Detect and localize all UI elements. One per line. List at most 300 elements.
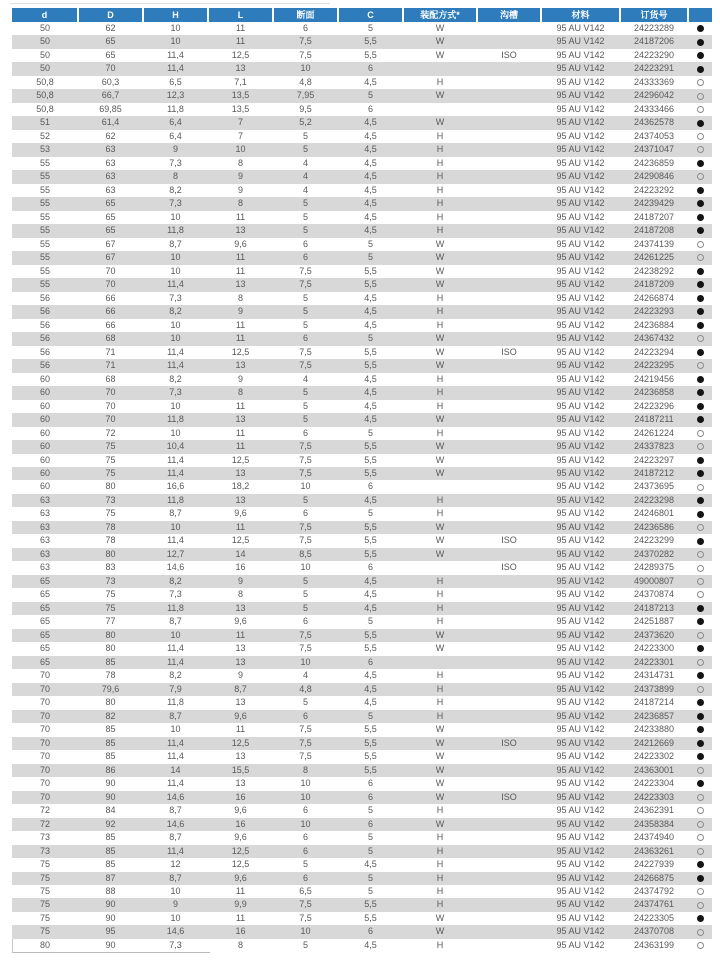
table-cell-section: 5 — [302, 198, 308, 209]
availability-cell — [688, 507, 712, 520]
table-cell-H: 10 — [170, 252, 181, 263]
table-cell-D: 72 — [105, 427, 116, 438]
table-cell-C: 5 — [367, 886, 373, 896]
table-cell-H: 8,7 — [169, 508, 182, 519]
availability-cell — [688, 116, 712, 129]
table-cell-section: 7,5 — [299, 751, 312, 762]
availability-cell — [688, 292, 712, 305]
table-cell-groove — [477, 386, 541, 399]
table-cell-C: 5 — [367, 238, 373, 249]
table-cell-d: 72 — [39, 805, 50, 816]
table-cell-section: 5 — [302, 319, 308, 330]
table-cell-L: 13 — [235, 778, 246, 789]
stock-filled-dot-icon — [697, 349, 704, 356]
table-cell-D: 78 — [105, 670, 116, 681]
table-cell-D: 73 — [105, 575, 116, 586]
table-cell-L: 12,5 — [231, 454, 250, 465]
stock-filled-dot-icon — [697, 214, 704, 221]
table-cell-d: 65 — [39, 602, 50, 613]
table-cell-d: 75 — [39, 912, 50, 923]
table-cell-mounting: H — [436, 939, 444, 950]
stock-filled-dot-icon — [697, 753, 704, 760]
table-cell-mounting: H — [436, 198, 444, 209]
table-cell-D: 63 — [105, 171, 116, 182]
table-cell-groove — [477, 925, 541, 938]
table-cell-mounting: H — [436, 157, 444, 168]
stock-open-dot-icon — [697, 565, 704, 572]
table-cell-d: 55 — [39, 265, 50, 276]
table-cell-D: 85 — [105, 737, 116, 748]
stock-open-dot-icon — [697, 430, 704, 437]
table-cell-L: 12,5 — [231, 535, 250, 546]
table-cell-material: 95 AU V142 — [556, 427, 605, 438]
table-cell-order-number: 24362391 — [633, 805, 675, 816]
table-cell-mounting: W — [435, 360, 445, 371]
table-cell-order-number: 24187214 — [633, 697, 675, 708]
table-cell-L: 12,5 — [231, 737, 250, 748]
table-cell-mounting: W — [435, 279, 445, 290]
table-cell-H: 7,3 — [169, 157, 182, 168]
column-header-H: H — [143, 8, 208, 22]
table-cell-order-number: 24223299 — [633, 535, 675, 546]
table-cell-section: 10 — [300, 481, 311, 492]
table-cell-material: 95 AU V142 — [556, 926, 605, 937]
table-cell-H: 10 — [170, 23, 181, 33]
table-cell-C: 5 — [367, 872, 373, 883]
table-cell-section: 6 — [302, 23, 308, 33]
stock-open-dot-icon — [697, 173, 704, 180]
table-cell-L: 11 — [235, 252, 246, 263]
table-cell-groove — [477, 629, 541, 642]
table-cell-section: 7,5 — [299, 441, 312, 452]
stock-open-dot-icon — [697, 524, 704, 531]
table-cell-order-number: 24187213 — [633, 602, 675, 613]
table-cell-section: 7,5 — [299, 49, 312, 60]
table-header-row — [12, 8, 712, 22]
table-cell-mounting — [403, 561, 477, 574]
table-cell-material: 95 AU V142 — [556, 373, 605, 384]
table-cell-mounting: H — [436, 292, 444, 303]
stock-filled-dot-icon — [697, 39, 704, 46]
table-cell-mounting: H — [436, 76, 444, 87]
table-cell-D: 85 — [105, 845, 116, 856]
table-cell-H: 7,9 — [169, 683, 182, 694]
table-cell-mounting: W — [435, 778, 445, 789]
table-cell-order-number: 24223295 — [633, 360, 675, 371]
column-header-d: d — [12, 8, 78, 22]
table-cell-d: 60 — [39, 414, 50, 425]
table-row — [12, 534, 712, 547]
table-cell-mounting: W — [435, 724, 445, 735]
table-cell-groove — [477, 319, 541, 332]
table-cell-groove — [477, 211, 541, 224]
table-cell-C: 5 — [367, 333, 373, 344]
table-cell-section: 8 — [302, 764, 308, 775]
table-cell-L: 11 — [235, 333, 246, 344]
table-cell-mounting: H — [436, 319, 444, 330]
table-cell-mounting: W — [435, 751, 445, 762]
product-spec-table — [12, 8, 712, 952]
table-cell-H: 8,2 — [169, 373, 182, 384]
table-cell-section: 5 — [302, 575, 308, 586]
table-cell-material: 95 AU V142 — [556, 575, 605, 586]
table-cell-material: 95 AU V142 — [556, 306, 605, 317]
table-cell-d: 50,8 — [36, 103, 54, 114]
table-row — [12, 831, 712, 844]
table-cell-L: 8 — [237, 939, 243, 950]
table-row — [12, 89, 712, 102]
table-cell-D: 85 — [105, 832, 116, 843]
table-cell-H: 10 — [170, 427, 181, 438]
table-cell-groove: ISO — [501, 737, 517, 748]
table-cell-C: 4,5 — [364, 184, 377, 195]
availability-cell — [688, 939, 712, 952]
table-cell-material: 95 AU V142 — [556, 859, 605, 870]
availability-cell — [688, 76, 712, 89]
table-cell-L: 11 — [235, 724, 246, 735]
table-cell-D: 87 — [105, 872, 116, 883]
availability-cell — [688, 521, 712, 534]
table-cell-order-number: 24187208 — [633, 225, 675, 236]
table-row — [12, 170, 712, 183]
table-cell-L: 8 — [237, 198, 243, 209]
table-cell-D: 67 — [105, 252, 116, 263]
table-cell-material: 95 AU V142 — [556, 751, 605, 762]
table-cell-D: 69,85 — [99, 103, 122, 114]
column-header-groove: 沟槽 — [477, 8, 541, 22]
table-cell-section: 6 — [302, 710, 308, 721]
table-cell-groove — [477, 683, 541, 696]
table-cell-C: 4,5 — [364, 171, 377, 182]
table-row — [12, 346, 712, 359]
table-cell-mounting — [403, 62, 477, 75]
table-cell-C: 5,5 — [364, 49, 377, 60]
table-cell-mounting: W — [435, 454, 445, 465]
table-cell-C: 5,5 — [364, 454, 377, 465]
table-cell-order-number: 24187206 — [633, 36, 675, 47]
table-cell-C: 5,5 — [364, 467, 377, 478]
table-cell-d: 65 — [39, 656, 50, 667]
table-row — [12, 278, 712, 291]
stock-filled-dot-icon — [697, 308, 704, 315]
table-cell-section: 6 — [302, 333, 308, 344]
table-cell-mounting: W — [435, 333, 445, 344]
table-cell-d: 50 — [39, 49, 50, 60]
table-cell-d: 50 — [39, 36, 50, 47]
table-cell-L: 11 — [235, 886, 246, 896]
table-cell-groove — [477, 22, 541, 35]
table-row — [12, 615, 712, 628]
table-cell-order-number: 24289375 — [633, 562, 675, 573]
table-cell-D: 75 — [105, 602, 116, 613]
table-cell-material: 95 AU V142 — [556, 184, 605, 195]
table-cell-C: 4,5 — [364, 306, 377, 317]
table-row — [12, 750, 712, 763]
table-cell-H: 11,4 — [167, 467, 184, 478]
availability-cell — [688, 750, 712, 763]
table-cell-material: 95 AU V142 — [556, 494, 605, 505]
table-cell-d: 75 — [39, 872, 50, 883]
table-cell-D: 65 — [105, 211, 116, 222]
stock-open-dot-icon — [697, 591, 704, 598]
table-cell-order-number: 24233880 — [633, 724, 675, 735]
column-header-D: D — [78, 8, 143, 22]
table-cell-D: 80 — [105, 481, 116, 492]
table-cell-section: 10 — [300, 656, 311, 667]
table-row — [12, 454, 712, 467]
table-cell-groove — [477, 912, 541, 925]
table-cell-d: 63 — [39, 508, 50, 519]
table-cell-material: 95 AU V142 — [556, 117, 605, 128]
table-cell-section: 7,5 — [299, 899, 312, 910]
stock-open-dot-icon — [697, 848, 704, 855]
table-cell-L: 13 — [235, 643, 246, 654]
table-cell-d: 65 — [39, 616, 50, 627]
table-cell-L: 13,5 — [231, 90, 250, 101]
table-cell-H: 11,8 — [167, 602, 184, 613]
table-cell-H: 11,8 — [167, 225, 184, 236]
table-cell-D: 70 — [105, 400, 116, 411]
table-row — [12, 898, 712, 911]
table-cell-d: 73 — [39, 832, 50, 843]
table-cell-order-number: 24227939 — [633, 859, 675, 870]
table-cell-groove — [477, 103, 541, 116]
table-cell-mounting: H — [436, 184, 444, 195]
table-cell-d: 72 — [39, 818, 50, 829]
table-cell-material: 95 AU V142 — [556, 939, 605, 950]
cropped-next-section — [12, 939, 210, 953]
table-cell-section: 7,5 — [299, 912, 312, 923]
table-cell-H: 7,3 — [169, 387, 182, 398]
table-cell-C: 5 — [367, 616, 373, 627]
table-cell-section: 10 — [300, 818, 311, 829]
table-cell-mounting: H — [436, 872, 444, 883]
table-row — [12, 319, 712, 332]
stock-filled-dot-icon — [697, 645, 704, 652]
table-cell-H: 6,5 — [169, 76, 182, 87]
table-cell-order-number: 24238292 — [633, 265, 675, 276]
table-cell-mounting: H — [436, 508, 444, 519]
table-cell-mounting: W — [435, 791, 445, 802]
table-cell-D: 80 — [105, 548, 116, 559]
table-cell-mounting: W — [435, 926, 445, 937]
table-cell-section: 5 — [302, 130, 308, 141]
table-cell-groove — [477, 575, 541, 588]
table-cell-L: 12,5 — [231, 845, 250, 856]
availability-cell — [688, 440, 712, 453]
availability-cell — [688, 359, 712, 372]
table-cell-order-number: 24373620 — [633, 629, 675, 640]
table-cell-H: 8,7 — [169, 832, 182, 843]
table-cell-d: 63 — [39, 535, 50, 546]
table-cell-D: 80 — [105, 629, 116, 640]
table-row — [12, 157, 712, 170]
stock-filled-dot-icon — [697, 672, 704, 679]
table-cell-groove — [477, 170, 541, 183]
table-cell-section: 5 — [302, 859, 308, 870]
table-cell-H: 14,6 — [166, 791, 185, 802]
availability-cell — [688, 197, 712, 210]
availability-cell — [688, 737, 712, 750]
table-cell-d: 70 — [39, 737, 50, 748]
table-cell-C: 4,5 — [364, 670, 377, 681]
stock-open-dot-icon — [697, 484, 704, 491]
table-cell-d: 75 — [39, 899, 50, 910]
table-cell-D: 70 — [105, 63, 116, 74]
table-cell-C: 5 — [367, 427, 373, 438]
table-row — [12, 116, 712, 129]
table-cell-material: 95 AU V142 — [556, 103, 605, 114]
table-cell-material: 95 AU V142 — [556, 225, 605, 236]
table-row — [12, 76, 712, 89]
table-cell-H: 9 — [172, 899, 178, 910]
table-cell-order-number: 24373695 — [633, 481, 675, 492]
table-cell-L: 13 — [235, 751, 246, 762]
table-cell-H: 9 — [172, 144, 178, 155]
stock-filled-dot-icon — [697, 740, 704, 747]
table-cell-order-number: 24236586 — [633, 521, 675, 532]
table-cell-order-number: 24374139 — [633, 238, 675, 249]
table-cell-d: 63 — [39, 562, 50, 573]
table-cell-groove — [477, 400, 541, 413]
table-cell-order-number: 24363199 — [633, 939, 675, 950]
table-cell-L: 13,5 — [231, 103, 250, 114]
table-cell-D: 85 — [105, 724, 116, 735]
table-cell-D: 73 — [105, 494, 116, 505]
table-cell-groove — [477, 656, 541, 669]
stock-filled-dot-icon — [697, 281, 704, 288]
column-header-L: L — [208, 8, 273, 22]
table-cell-mounting: W — [435, 346, 445, 357]
table-cell-groove: ISO — [501, 562, 517, 573]
table-cell-d: 56 — [39, 292, 50, 303]
table-cell-d: 65 — [39, 589, 50, 600]
table-cell-d: 70 — [39, 791, 50, 802]
table-cell-C: 4,5 — [364, 939, 377, 950]
table-cell-C: 4,5 — [364, 157, 377, 168]
top-divider — [10, 3, 330, 4]
table-cell-order-number: 24358384 — [633, 818, 675, 829]
table-cell-material: 95 AU V142 — [556, 899, 605, 910]
stock-open-dot-icon — [697, 443, 704, 450]
table-cell-D: 84 — [105, 805, 116, 816]
table-cell-mounting: W — [435, 629, 445, 640]
table-cell-C: 5,5 — [364, 643, 377, 654]
table-cell-groove — [477, 804, 541, 817]
table-cell-section: 9,5 — [299, 103, 312, 114]
table-cell-d: 60 — [39, 467, 50, 478]
column-header-mounting: 装配方式* — [403, 8, 477, 22]
availability-cell — [688, 211, 712, 224]
stock-filled-dot-icon — [697, 268, 704, 275]
table-cell-C: 5,5 — [364, 521, 377, 532]
table-cell-d: 73 — [39, 845, 50, 856]
table-cell-order-number: 24370708 — [633, 926, 675, 937]
availability-cell — [688, 89, 712, 102]
table-cell-H: 11,4 — [167, 656, 184, 667]
table-cell-groove — [477, 454, 541, 467]
table-cell-C: 4,5 — [364, 414, 377, 425]
table-cell-L: 13 — [235, 63, 246, 74]
table-cell-order-number: 24223300 — [633, 643, 675, 654]
table-row — [12, 912, 712, 925]
table-cell-groove — [477, 642, 541, 655]
table-cell-H: 6,4 — [169, 130, 182, 141]
table-cell-groove — [477, 521, 541, 534]
table-cell-H: 11,8 — [167, 414, 184, 425]
table-cell-order-number: 24236858 — [633, 387, 675, 398]
table-cell-groove — [477, 602, 541, 615]
table-cell-groove — [477, 157, 541, 170]
table-cell-C: 6 — [367, 656, 373, 667]
table-row — [12, 642, 712, 655]
table-cell-groove — [477, 872, 541, 885]
stock-filled-dot-icon — [697, 875, 704, 882]
table-cell-d: 51 — [39, 117, 50, 128]
table-cell-d: 50,8 — [36, 76, 54, 87]
table-cell-L: 11 — [235, 629, 246, 640]
table-row — [12, 440, 712, 453]
table-cell-H: 10 — [170, 400, 181, 411]
table-cell-mounting: H — [436, 832, 444, 843]
table-cell-D: 66 — [105, 292, 116, 303]
table-cell-D: 90 — [105, 939, 116, 950]
table-cell-D: 83 — [105, 562, 116, 573]
table-cell-groove — [477, 413, 541, 426]
table-cell-L: 16 — [235, 791, 246, 802]
table-cell-L: 9,6 — [234, 508, 247, 519]
table-cell-H: 8,7 — [169, 710, 182, 721]
table-cell-D: 70 — [105, 265, 116, 276]
availability-cell — [688, 845, 712, 858]
table-cell-material: 95 AU V142 — [556, 130, 605, 141]
table-cell-d: 75 — [39, 886, 50, 896]
table-cell-material: 95 AU V142 — [556, 737, 605, 748]
table-cell-material: 95 AU V142 — [556, 252, 605, 263]
stock-filled-dot-icon — [697, 605, 704, 612]
availability-cell — [688, 130, 712, 143]
table-cell-mounting: W — [435, 117, 445, 128]
table-cell-D: 62 — [105, 130, 116, 141]
table-cell-H: 11,4 — [167, 845, 184, 856]
column-header-availability — [688, 8, 712, 22]
availability-cell — [688, 615, 712, 628]
table-cell-groove — [477, 898, 541, 911]
table-cell-C: 4,5 — [364, 387, 377, 398]
stock-filled-dot-icon — [697, 200, 704, 207]
availability-cell — [688, 427, 712, 440]
table-row — [12, 130, 712, 143]
table-cell-mounting — [403, 480, 477, 493]
table-cell-D: 65 — [105, 225, 116, 236]
table-cell-material: 95 AU V142 — [556, 508, 605, 519]
table-cell-section: 7,95 — [296, 90, 315, 101]
table-row — [12, 521, 712, 534]
table-cell-material: 95 AU V142 — [556, 238, 605, 249]
table-cell-D: 63 — [105, 184, 116, 195]
table-row — [12, 669, 712, 682]
table-row — [12, 575, 712, 588]
stock-open-dot-icon — [697, 362, 704, 369]
table-cell-D: 60,3 — [101, 76, 120, 87]
table-cell-mounting: H — [436, 859, 444, 870]
table-cell-C: 5,5 — [364, 912, 377, 923]
table-cell-order-number: 24223301 — [633, 656, 675, 667]
table-cell-L: 14 — [235, 548, 246, 559]
table-cell-mounting: H — [436, 306, 444, 317]
table-cell-H: 10 — [170, 912, 181, 923]
table-row — [12, 858, 712, 871]
